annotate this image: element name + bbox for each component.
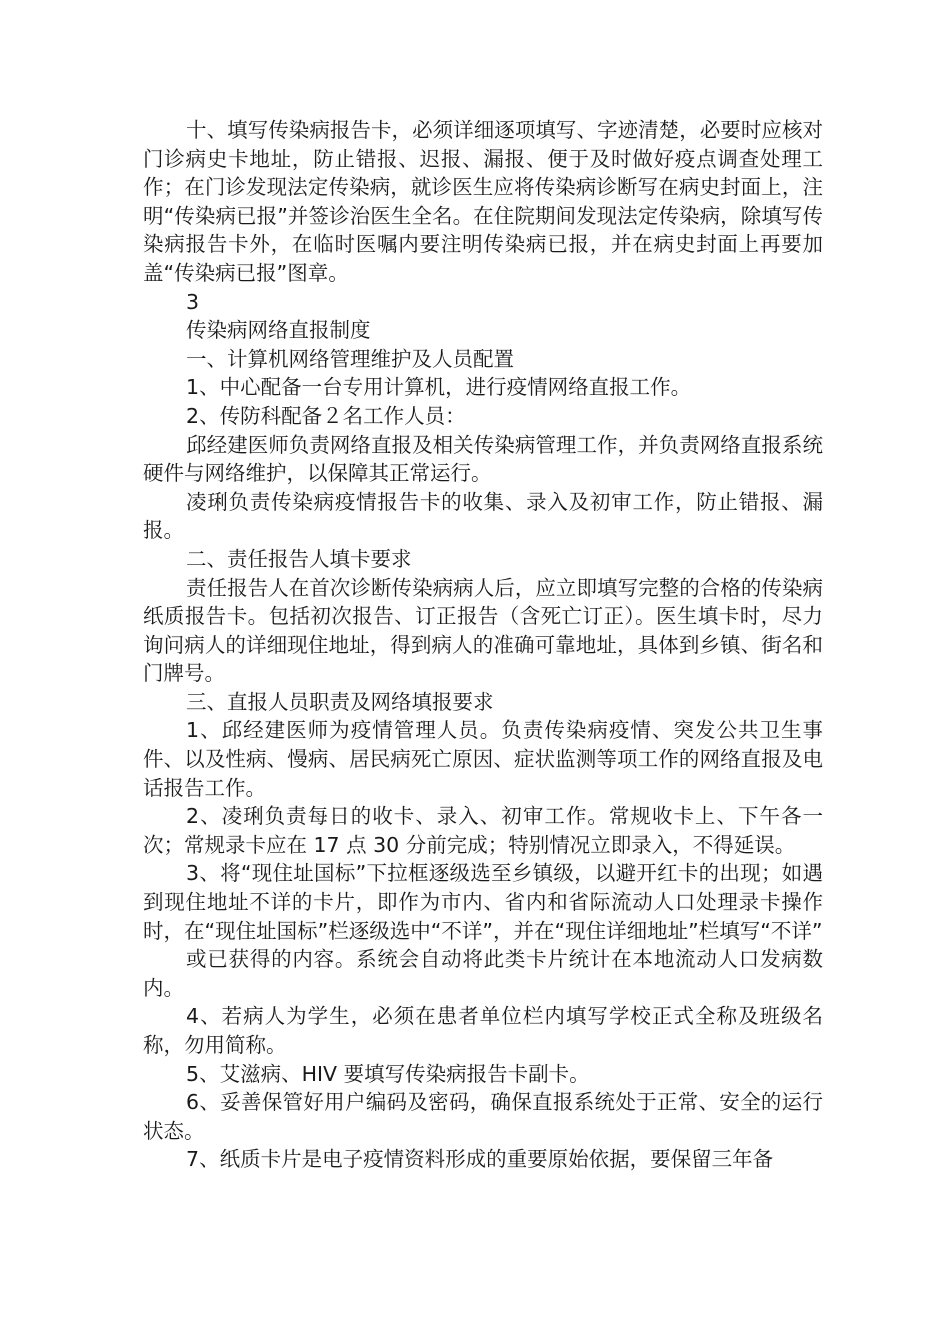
paragraph-3-7: 7、纸质卡片是电子疫情资料形成的重要原始依据，要保留三年备 xyxy=(186,1147,774,1172)
paragraph-staff-qiu: 邱经建医师负责网络直报及相关传染病管理工作，并负责网络直报系统硬件与网络维护，以保障其正常运行。 xyxy=(143,432,823,486)
paragraph-1-2: 2、传防科配备２名工作人员： xyxy=(186,403,466,428)
paragraph-3-2: 2、凌琍负责每日的收卡、录入、初审工作。常规收卡上、下午各一次；常规录卡应在 17 点 30 分前完成；特别情况立即录入，不得延误。 xyxy=(143,804,823,857)
heading-section-3: 三、直报人员职责及网络填报要求 xyxy=(186,689,494,714)
paragraph-1-1: 1、中心配备一台专用计算机，进行疫情网络直报工作。 xyxy=(186,375,692,400)
paragraph-3-5: 5、艾滋病、HIV 要填写传染病报告卡副卡。 xyxy=(186,1061,590,1086)
heading-section-2: 二、责任报告人填卡要求 xyxy=(186,546,412,571)
document-body xyxy=(143,116,823,1174)
paragraph-3-4: 4、若病人为学生，必须在患者单位栏内填写学校正式全称及班级名称，勿用简称。 xyxy=(143,1004,823,1057)
paragraph-item-10-reporting-card: 十、填写传染病报告卡，必须详细逐项填写、字迹清楚，必要时应核对门诊病史卡地址，防止错报、迟报、漏报、便于及时做好疫点调查处理工作；在门诊发现法定传染病，就诊医生应将传染病诊断写在病史封面上，注明“传染病已报”并签诊治医生全名。在住院期间发现法定传染病，除填写传染病报告卡外，在临时医嘱内要注明传染病已报，并在病史封面上再要加盖“传染病已报”图章。 xyxy=(143,118,823,285)
paragraph-staff-ling: 凌琍负责传染病疫情报告卡的收集、录入及初审工作，防止错报、漏报。 xyxy=(143,489,823,543)
paragraph-3-1: 1、邱经建医师为疫情管理人员。负责传染病疫情、突发公共卫生事件、以及性病、慢病、居民病死亡原因、症状监测等项工作的网络直报及电话报告工作。 xyxy=(143,718,823,800)
page-number: 3 xyxy=(186,289,200,314)
paragraph-3-3: 3、将“现住址国标”下拉框逐级选至乡镇级，以避开红卡的出现；如遇到现住地址不详的卡片，即作为市内、省内和省际流动人口处理录卡操作时，在“现住址国标”栏逐级选中“不详”，并在“现住详细地址”栏填写“不详” xyxy=(143,861,823,943)
section-title: 传染病网络直报制度 xyxy=(186,318,371,343)
paragraph-3-3-continued: 或已获得的内容。系统会自动将此类卡片统计在本地流动人口发病数内。 xyxy=(143,947,823,1000)
paragraph-reporter-requirements: 责任报告人在首次诊断传染病病人后，应立即填写完整的合格的传染病纸质报告卡。包括初次报告、订正报告（含死亡订正）。医生填卡时，尽力询问病人的详细现住地址，得到病人的准确可靠地址，具体到乡镇、街名和门牌号。 xyxy=(143,575,823,686)
heading-section-1: 一、计算机网络管理维护及人员配置 xyxy=(186,346,515,371)
paragraph-3-6: 6、妥善保管好用户编码及密码，确保直报系统处于正常、安全的运行状态。 xyxy=(143,1090,823,1143)
